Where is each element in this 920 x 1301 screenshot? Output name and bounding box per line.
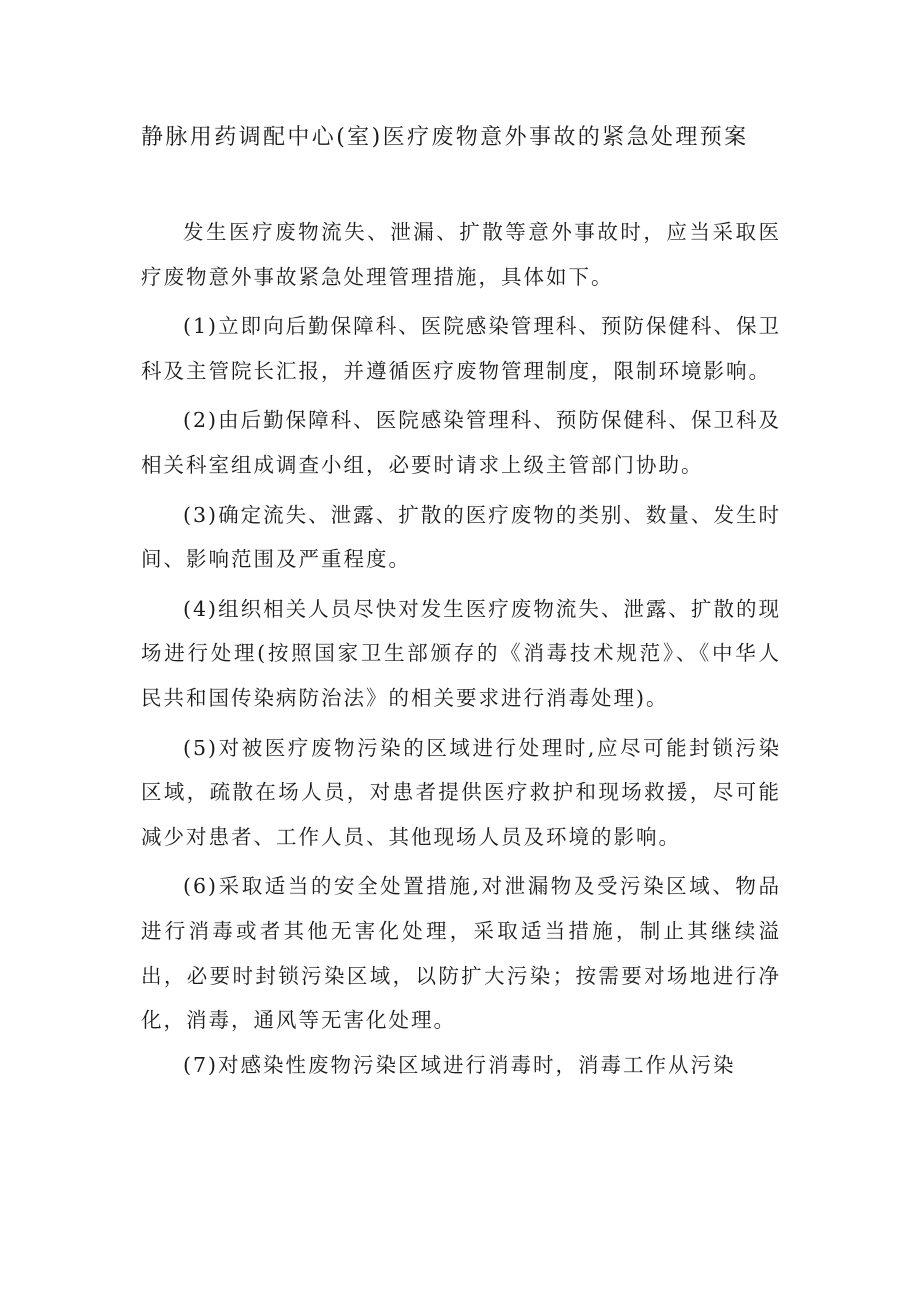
paragraph-item-3: (3)确定流失、泄露、扩散的医疗废物的类别、数量、发生时间、影响范围及严重程度。	[141, 502, 781, 572]
paragraph-item-2: (2)由后勤保障科、医院感染管理科、预防保健科、保卫科及相关科室组成调查小组，必要时请求上级主管部门协助。	[141, 408, 781, 477]
document-title: 静脉用药调配中心(室)医疗废物意外事故的紧急处理预案	[141, 125, 749, 150]
paragraph-item-7: (7)对感染性废物污染区域进行消毒时，消毒工作从污染	[183, 1052, 736, 1077]
paragraph-item-5: (5)对被医疗废物污染的区域进行处理时,应尽可能封锁污染区域，疏散在场人员，对患者提供医疗救护和现场救援，尽可能减少对患者、工作人员、其他现场人员及环境的影响。	[141, 735, 781, 849]
document-body	[141, 210, 781, 1087]
paragraph-intro: 发生医疗废物流失、泄漏、扩散等意外事故时，应当采取医疗废物意外事故紧急处理管理措施，具体如下。	[141, 220, 781, 289]
paragraph-item-4: (4)组织相关人员尽快对发生医疗废物流失、泄露、扩散的现场进行处理(按照国家卫生部颁存的《消毒技术规范》、《中华人民共和国传染病防治法》的相关要求进行消毒处理)。	[141, 596, 781, 710]
paragraph-item-6: (6)采取适当的安全处置措施,对泄漏物及受污染区域、物品进行消毒或者其他无害化处理，采取适当措施，制止其继续溢出，必要时封锁污染区域，以防扩大污染；按需要对场地进行净化，消毒，通风等无害化处理。	[141, 874, 781, 1033]
paragraph-item-1: (1)立即向后勤保障科、医院感染管理科、预防保健科、保卫科及主管院长汇报，并遵循医疗废物管理制度，限制环境影响。	[141, 314, 781, 383]
